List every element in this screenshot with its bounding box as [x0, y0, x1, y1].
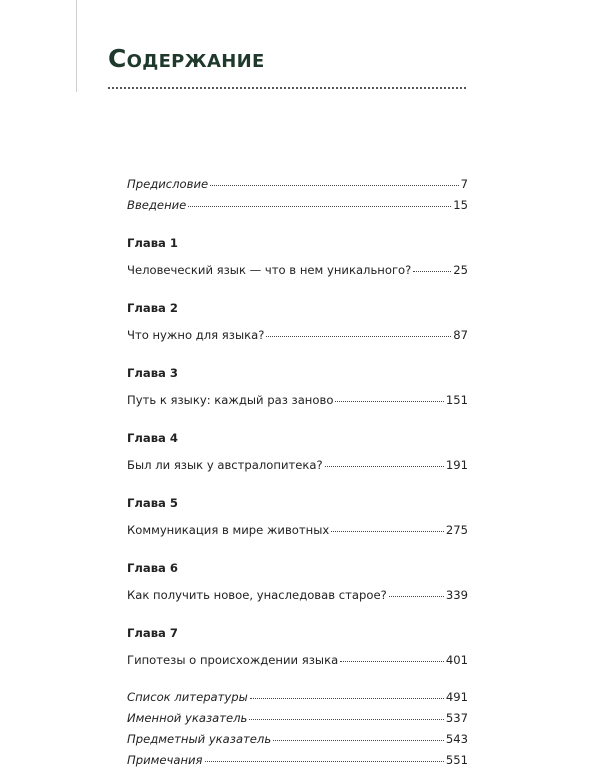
chapter-label: Глава 6 — [127, 561, 178, 575]
table-of-contents — [127, 174, 468, 771]
toc-entry-notes[interactable] — [127, 750, 468, 771]
toc-entry-chapter-3[interactable] — [127, 390, 468, 411]
toc-entry-page: 25 — [453, 263, 468, 277]
toc-entry-page: 491 — [445, 690, 468, 704]
toc-entry-title: Был ли язык у австралопитека? — [127, 458, 323, 472]
dot-leader — [210, 185, 458, 186]
toc-entry-chapter-5[interactable] — [127, 520, 468, 541]
dot-leader — [205, 761, 444, 762]
toc-entry-chapter-6[interactable] — [127, 585, 468, 606]
toc-entry-title: Как получить новое, унаследовав старое? — [127, 588, 387, 602]
title-dotted-rule — [108, 87, 466, 89]
dot-leader — [331, 531, 444, 532]
dot-leader — [325, 466, 444, 467]
toc-entry-page: 7 — [460, 177, 468, 191]
toc-entry-page: 537 — [445, 711, 468, 725]
toc-entry-title: Гипотезы о происхождении языка — [127, 653, 339, 667]
toc-entry-page: 87 — [453, 328, 468, 342]
chapter-label: Глава 1 — [127, 236, 178, 250]
dot-leader — [340, 661, 444, 662]
dot-leader — [389, 596, 444, 597]
dot-leader — [250, 698, 444, 699]
toc-entry-page: 543 — [445, 732, 468, 746]
page-title: Содержание — [108, 44, 265, 73]
chapter-label: Глава 2 — [127, 301, 178, 315]
dot-leader — [335, 401, 443, 402]
toc-entry-title: Примечания — [127, 753, 203, 767]
toc-entry-chapter-2[interactable] — [127, 325, 468, 346]
dot-leader — [249, 719, 443, 720]
toc-entry-subject-index[interactable] — [127, 729, 468, 750]
toc-entry-chapter-4[interactable] — [127, 455, 468, 476]
toc-entry-title: Путь к языку: каждый раз заново — [127, 393, 334, 407]
toc-entry-name-index[interactable] — [127, 708, 468, 729]
toc-entry-page: 551 — [445, 753, 468, 767]
toc-entry-title: Что нужно для языка? — [127, 328, 265, 342]
toc-entry-title: Введение — [127, 198, 187, 212]
toc-entry-preface[interactable] — [127, 174, 468, 195]
toc-entry-title: Предметный указатель — [127, 732, 272, 746]
toc-entry-title: Предисловие — [127, 177, 209, 191]
chapter-label: Глава 7 — [127, 626, 178, 640]
toc-entry-title: Человеческий язык — что в нем уникального? — [127, 263, 412, 277]
toc-entry-page: 275 — [445, 523, 468, 537]
chapter-label: Глава 3 — [127, 366, 178, 380]
toc-entry-title: Коммуникация в мире животных — [127, 523, 330, 537]
chapter-label: Глава 4 — [127, 431, 178, 445]
page-edge-line — [76, 0, 77, 92]
toc-entry-page: 401 — [445, 653, 468, 667]
toc-entry-bibliography[interactable] — [127, 687, 468, 708]
dot-leader — [266, 336, 451, 337]
toc-entry-title: Именной указатель — [127, 711, 248, 725]
toc-entry-introduction[interactable] — [127, 195, 468, 216]
toc-entry-page: 191 — [445, 458, 468, 472]
dot-leader — [273, 740, 444, 741]
chapter-label: Глава 5 — [127, 496, 178, 510]
toc-entry-page: 15 — [453, 198, 468, 212]
toc-entry-chapter-7[interactable] — [127, 650, 468, 671]
toc-entry-title: Список литературы — [127, 690, 248, 704]
dot-leader — [188, 206, 451, 207]
dot-leader — [413, 271, 451, 272]
toc-entry-page: 339 — [445, 588, 468, 602]
toc-entry-chapter-1[interactable] — [127, 260, 468, 281]
toc-entry-page: 151 — [445, 393, 468, 407]
